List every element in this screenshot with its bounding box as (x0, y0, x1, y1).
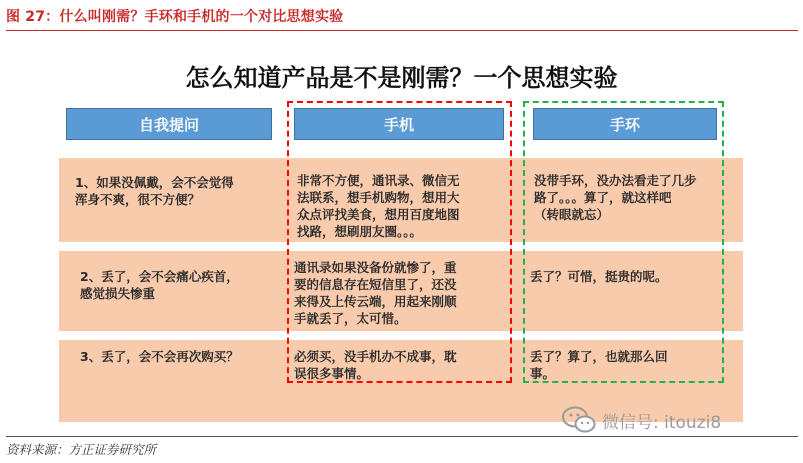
source-note: 资料来源：方正证券研究所 (6, 442, 157, 457)
watermark (562, 406, 721, 434)
phone-answer-1: 非常不方便，通讯录、微信无 法联系，想手机购物，想用大 众点评找美食，想用百度地图 找路，想刷朋友圈。。。 (297, 173, 460, 239)
header-band: 手环 (533, 108, 717, 140)
slide-title: 怎么知道产品是不是刚需？一个思想实验 (185, 64, 618, 92)
figure-caption: 图 27：什么叫刚需？手环和手机的一个对比思想实验 (6, 9, 344, 25)
band-answer-2: 丢了？可惜，挺贵的呢。 (530, 269, 668, 284)
header-phone: 手机 (294, 108, 504, 140)
phone-highlight-frame (287, 101, 512, 383)
question-3: 3、丢了，会不会再次购买？ (80, 349, 239, 364)
watermark-text: 微信号: itouzi8 (602, 412, 722, 433)
band-answer-3: 丢了？算了，也就那么回 事。 (530, 349, 668, 381)
phone-answer-3: 必须买，没手机办不成事，耽 误很多事情。 (294, 349, 457, 381)
source-divider (6, 436, 798, 437)
question-1: 1、如果没佩戴，会不会觉得 浑身不爽，很不方便？ (75, 175, 234, 207)
band-highlight-frame (523, 101, 724, 383)
question-2: 2、丢了，会不会痛心疾首， 感觉损失惨重 (80, 269, 239, 301)
phone-answer-2: 通讯录如果没备份就惨了，重 要的信息存在短信里了，还没 来得及上传云端，用起来刚顺 手就丢了，太可惜。 (294, 260, 457, 326)
header-self-question: 自我提问 (66, 108, 272, 140)
caption-divider (6, 30, 798, 31)
band-answer-1: 没带手环，没办法看走了几步 路了。。。算了，就这样吧 （转眼就忘） (534, 173, 697, 222)
wechat-icon (562, 406, 596, 434)
